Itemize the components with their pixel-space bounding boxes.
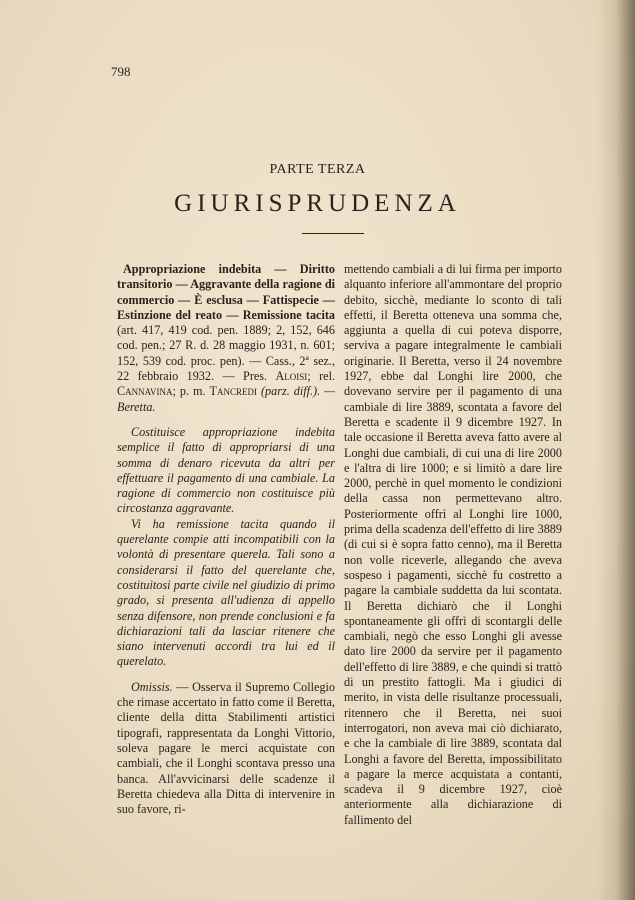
case-relatore: Cannavina [117,384,173,399]
page-number: 798 [111,64,131,79]
case-parz: (parz. diff.). [260,384,321,399]
pm-label: ; p. m. [172,384,206,399]
case-president: Aloisi [275,369,308,384]
title-rule [302,233,364,234]
case-references: (art. 417, 419 cod. pen. 1889; 2, 152, 646 cod. pen.; 27 R. d. 28 maggio 1931, n. 601; 152, 539 cod. proc. pen). — Cass., 2ª sez., 22 febbraio 1932. — Pres. [117,323,335,384]
case-heading [117,262,335,415]
case-subject: Appropriazione indebita — Diritto transitorio — Aggravante della ragione di commercio — È esclusa — Fattispecie — Estinzione del reato — Remissione tacita [117,262,335,322]
massima-1: Costituisce appropriazione indebita semplice il fatto di appropriarsi di una somma di denaro ricevuta da altri per effettuare il pagamento di una cambiale. La ragione di commercio non costituisce più circostanza aggravante. [117,424,335,516]
case-pm: Tancredi [209,384,257,399]
page-binding-shadow [597,0,635,900]
omissis-label: Omissis. [131,679,173,694]
right-column [344,262,562,828]
left-column [117,262,335,817]
case-party: — Beretta. [117,384,336,414]
section-title: GIURISPRUDENZA [174,190,461,217]
judgment-body: — Osserva il Supremo Collegio che rimase accertato in fatto come il Beretta, cliente della ditta Stabilimenti artistici tipografi, rappresentata da Longhi Vittorio, soleva pagare le merci acquistate con cambiali, che il Longhi scontava presso una banca. All'avvicinarsi delle scadenze il Beretta chiedeva alla Ditta di intervenire in suo favore, ri- [117,679,336,817]
rel-label: ; rel. [307,369,336,384]
judgment-text-start [117,680,335,818]
massima-2: Vi ha remissione tacita quando il querelante compie atti incompatibili con la volontà di presentare querela. Tali sono a considerarsi il fatto del querelante che, costituitosi parte civile nel giudizio di primo grado, si presenta all'udienza di appello senza difensore, non prende conclusioni e fa dichiarazioni tali da lasciar ritenere che siano intervenuti accordi tra lui ed il querelato. [117,516,335,669]
judgment-continuation: mettendo cambiali a di lui firma per importo alquanto inferiore all'ammontare del proprio debito, sicchè, mediante lo sconto di tali effetti, il Beretta otteneva una somma che, aggiunta a quella di cui poteva disporre, serviva a pagare integralmente le cambiali originarie. Il Beretta, verso il 24 novembre 1927, ebbe dal Longhi lire 2000, che dovevano servire per il pagamento di una cambiale di lire 3889, scontata a favore del Beretta e scadente il 9 dicembre 1927. In tale occasione il Beretta aveva fatto avere al Longhi due cambiali, di cui una di lire 2000 e l'altra di lire 1000; e si limitò a dare lire 2000, perchè in quel momento le condizioni della cassa non permettevano altro. Posteriormente offrì al Longhi lire 1000, prima della scadenza dell'effetto di lire 3889 (di cui si è sopra fatto cenno), ma il Beretta non volle riceverle, allegando che aveva sospeso i pagamenti, sicchè fu costretto a pagare la cambiale suddetta da lui scontata. Il Beretta dichiarò che il Longhi spontaneamente gli offrì di scontargli delle cambiali, negò che esso Longhi gli avesse dato lire 2000 da servire per il pagamento dell'effetto di lire 3889, e che quindi si trattò di un prestito fattogli. Ma i giudici di merito, in vista delle risultanze processuali, ritennero che il Beretta, nei suoi interrogatori, non aveva mai ciò dichiarato, e che la cambiale di lire 3889, scontata dal Longhi a favore del Beretta, impossibilitato a pagare la merce acquistata a contanti, scadeva il 9 dicembre 1927, cioè anteriormente alla dichiarazione di fallimento del [344,262,562,827]
part-title: PARTE TERZA [269,162,366,177]
